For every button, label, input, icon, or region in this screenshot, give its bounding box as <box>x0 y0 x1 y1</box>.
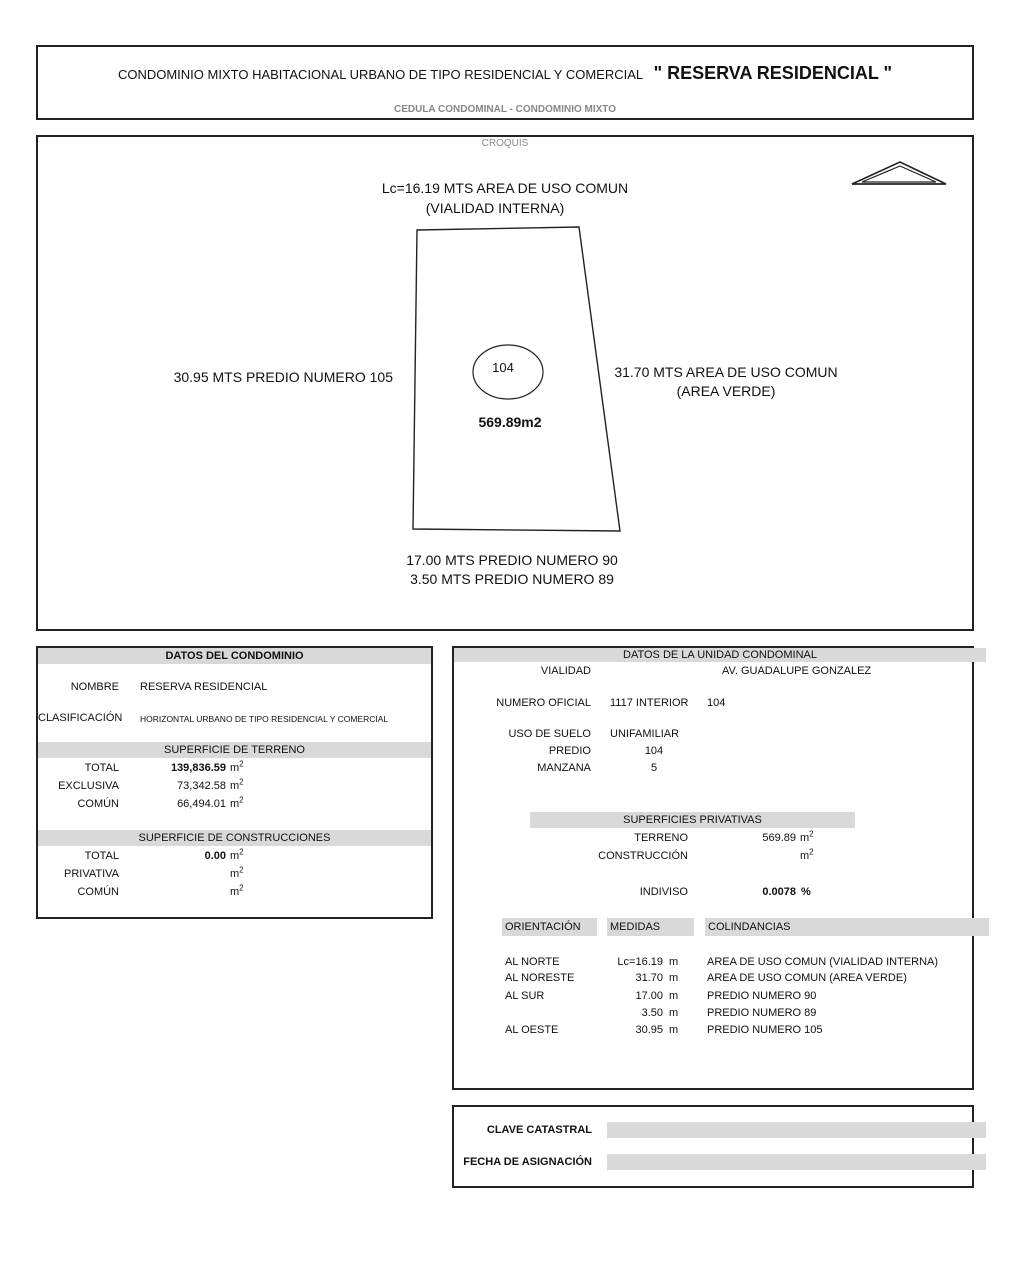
terreno-comun-label: COMÚN <box>77 798 119 810</box>
predio-label: PREDIO <box>548 745 591 757</box>
header-title: CONDOMINIO MIXTO HABITACIONAL URBANO DE TIPO RESIDENCIAL Y COMERCIAL <box>117 67 644 82</box>
condominio-title: DATOS DEL CONDOMINIO <box>38 648 431 664</box>
row-colindancia: AREA DE USO COMUN (AREA VERDE) <box>707 972 907 984</box>
col-colindancias: COLINDANCIAS <box>705 918 989 936</box>
croquis-south-line2: 3.50 MTS PREDIO NUMERO 89 <box>410 571 614 587</box>
header-name: " RESERVA RESIDENCIAL " <box>653 63 893 83</box>
manzana-value: 5 <box>650 762 658 774</box>
catastro-box <box>452 1105 974 1188</box>
row-orient: AL SUR <box>505 990 545 1002</box>
row-orient: AL NORESTE <box>505 972 575 984</box>
terreno-title: SUPERFICIE DE TERRENO <box>38 742 431 758</box>
fecha-asignacion-field[interactable] <box>607 1154 986 1170</box>
row-colindancia: PREDIO NUMERO 90 <box>707 990 817 1002</box>
row-orient: AL OESTE <box>505 1024 559 1036</box>
uso-value: UNIFAMILIAR <box>610 728 680 740</box>
row-unit: m <box>669 1007 679 1019</box>
row-orient: AL NORTE <box>505 956 560 968</box>
row-unit: m <box>669 1024 679 1036</box>
clasificacion-label: CLASIFICACIÓN <box>38 712 123 724</box>
croquis-east-line2: (AREA VERDE) <box>676 383 776 399</box>
croquis-east-line1: 31.70 MTS AREA DE USO COMUN <box>614 364 838 380</box>
row-unit: m <box>669 972 679 984</box>
row-medida: 17.00 <box>635 990 663 1002</box>
clave-catastral-label: CLAVE CATASTRAL <box>486 1124 592 1136</box>
construcciones-privativa-unit: $m^2$ <box>230 865 244 880</box>
construcciones-total-label: TOTAL <box>84 850 119 862</box>
predio-value: 104 <box>644 745 664 757</box>
croquis-south-line1: 17.00 MTS PREDIO NUMERO 90 <box>406 552 618 568</box>
nombre-label: NOMBRE <box>70 681 119 693</box>
terreno-unit: $m^2$ <box>800 829 814 844</box>
vialidad-value: AV. GUADALUPE GONZALEZ <box>722 665 872 677</box>
row-medida: 31.70 <box>635 972 663 984</box>
row-medida: 30.95 <box>635 1024 663 1036</box>
nombre-value: RESERVA RESIDENCIAL <box>140 681 268 693</box>
manzana-label: MANZANA <box>537 762 591 774</box>
row-colindancia: AREA DE USO COMUN (VIALIDAD INTERNA) <box>707 956 939 968</box>
terreno-label: TERRENO <box>634 832 688 844</box>
row-medida: Lc=16.19 <box>617 956 663 968</box>
fecha-asignacion-label: FECHA DE ASIGNACIÓN <box>463 1156 592 1168</box>
construcciones-comun-unit: $m^2$ <box>230 883 244 898</box>
terreno-comun-value: 66,494.01 <box>177 798 226 810</box>
construccion-label: CONSTRUCCIÓN <box>598 850 688 862</box>
row-unit: m <box>669 956 679 968</box>
row-unit: m <box>669 990 679 1002</box>
croquis-north-line2: (VIALIDAD INTERNA) <box>425 200 565 216</box>
row-medida: 3.50 <box>641 1007 663 1019</box>
numero-value: 1117 INTERIOR <box>610 697 689 709</box>
construcciones-total-value: 0.00 <box>204 850 226 862</box>
row-colindancia: PREDIO NUMERO 105 <box>707 1024 823 1036</box>
lot-number: 104 <box>492 360 514 375</box>
construccion-unit: $m^2$ <box>800 847 814 862</box>
indiviso-label: INDIVISO <box>639 886 688 898</box>
croquis-north-line1: Lc=16.19 MTS AREA DE USO COMUN <box>381 180 629 196</box>
construcciones-title: SUPERFICIE DE CONSTRUCCIONES <box>38 830 431 846</box>
row-colindancia: PREDIO NUMERO 89 <box>707 1007 817 1019</box>
privativas-title: SUPERFICIES PRIVATIVAS <box>530 812 855 828</box>
terreno-exclusiva-value: 73,342.58 <box>177 780 226 792</box>
terreno-total-unit: $m^2$ <box>230 759 244 774</box>
col-medidas: MEDIDAS <box>607 918 694 936</box>
interior-value: 104 <box>707 697 726 709</box>
terreno-comun-unit: $m^2$ <box>230 795 244 810</box>
numero-label: NUMERO OFICIAL <box>496 697 591 709</box>
clasificacion-value: HORIZONTAL URBANO DE TIPO RESIDENCIAL Y COMERCIAL <box>140 714 389 724</box>
clave-catastral-field[interactable] <box>607 1122 986 1138</box>
lot-outline <box>413 227 620 531</box>
construcciones-privativa-label: PRIVATIVA <box>63 868 119 880</box>
uso-label: USO DE SUELO <box>508 728 591 740</box>
indiviso-value: 0.0078 <box>762 886 796 898</box>
terreno-total-label: TOTAL <box>84 762 119 774</box>
construcciones-comun-label: COMÚN <box>77 886 119 898</box>
unidad-title: DATOS DE LA UNIDAD CONDOMINAL <box>454 648 986 662</box>
col-orientacion: ORIENTACIÓN <box>502 918 597 936</box>
construcciones-total-unit: $m^2$ <box>230 847 244 862</box>
croquis-west: 30.95 MTS PREDIO NUMERO 105 <box>173 369 393 385</box>
vialidad-label: VIALIDAD <box>540 665 591 677</box>
terreno-exclusiva-unit: $m^2$ <box>230 777 244 792</box>
header-subtitle: CEDULA CONDOMINAL - CONDOMINIO MIXTO <box>393 104 617 115</box>
indiviso-percent: % <box>801 886 811 898</box>
terreno-total-value: 139,836.59 <box>170 762 226 774</box>
north-arrow-icon <box>852 162 946 184</box>
terreno-exclusiva-label: EXCLUSIVA <box>58 780 119 792</box>
croquis-label: CROQUIS <box>481 138 529 149</box>
lot-area: 569.89m2 <box>478 414 542 430</box>
terreno-value: 569.89 <box>762 832 796 844</box>
